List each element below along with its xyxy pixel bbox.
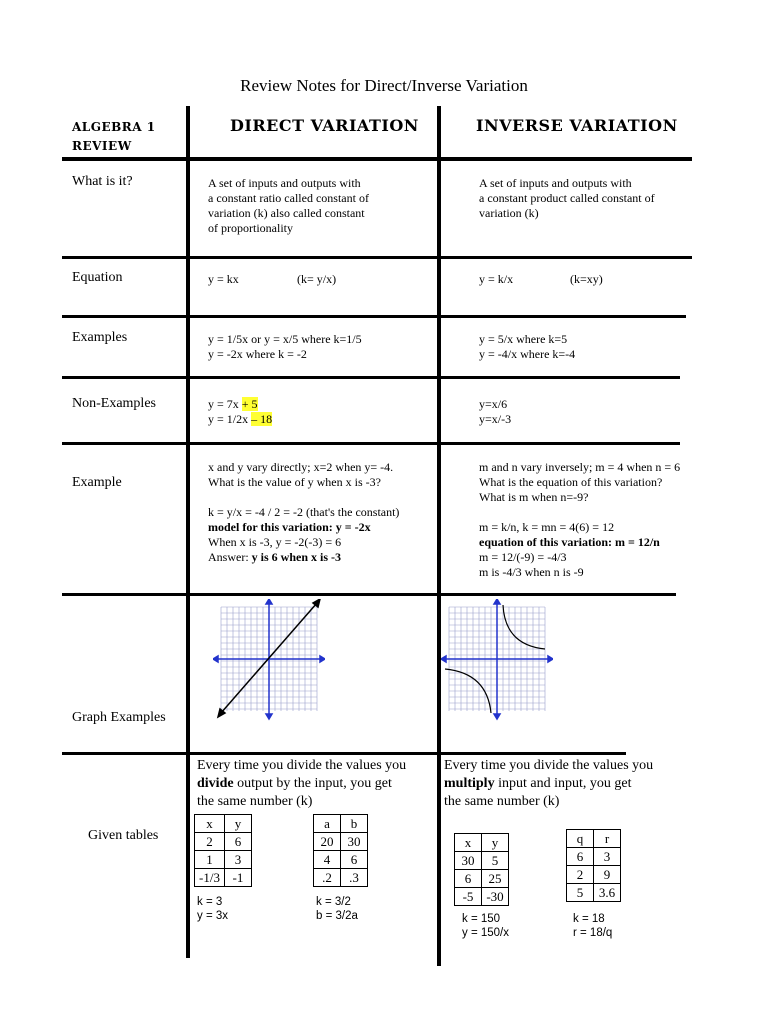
row-label-what: What is it?	[72, 174, 133, 189]
tables-direct-intro	[197, 757, 406, 811]
table-direct-xy	[194, 814, 252, 887]
nonexample-inverse-line: y=x/-3	[479, 412, 512, 426]
intro-keyword: divide	[197, 776, 234, 791]
row-divider-7	[62, 752, 626, 755]
example-direct-model: model for this variation: y = -2x	[208, 520, 371, 534]
table-direct-xy-result	[197, 895, 228, 923]
course-label-line2: REVIEW	[72, 139, 132, 153]
table-cell: 4	[314, 851, 341, 869]
table-header: y	[482, 834, 509, 852]
table-cell: -30	[482, 888, 509, 906]
answer-label: Answer:	[208, 550, 252, 564]
header-inverse-variation: INVERSE VARIATION	[476, 116, 678, 135]
table-cell: 3	[224, 851, 251, 869]
table-inverse-qr-result	[573, 912, 612, 940]
course-label	[72, 118, 156, 156]
table-cell: 1	[195, 851, 225, 869]
nonexample-text: y = 7x	[208, 397, 242, 411]
example-direct-line: What is the value of y when x is -3?	[208, 475, 381, 489]
table-direct-ab	[313, 814, 368, 887]
highlighted-term: + 5	[241, 397, 258, 411]
examples-direct-line: y = 1/5x or y = x/5 where k=1/5	[208, 332, 362, 346]
spacer	[479, 505, 680, 520]
table-header: b	[341, 815, 368, 833]
equation-direct: y = kx	[208, 272, 239, 286]
table-inverse-xy	[454, 833, 509, 906]
row-divider-2	[62, 256, 692, 259]
examples-direct-line: y = -2x where k = -2	[208, 347, 307, 361]
examples-direct	[208, 332, 362, 362]
constant-k: k = 3	[197, 896, 223, 908]
example-inverse-line: m = 12/(-9) = -4/3	[479, 550, 567, 564]
nonexample-inverse-line: y=x/6	[479, 397, 508, 411]
table-cell: 25	[482, 870, 509, 888]
table-header: x	[455, 834, 482, 852]
what-inverse-line: a constant product called constant of	[479, 191, 655, 205]
table-cell: 6	[341, 851, 368, 869]
example-inverse	[479, 460, 680, 580]
what-direct-line: of proportionality	[208, 221, 293, 235]
spacer	[208, 490, 399, 505]
course-label-line1: ALGEBRA 1	[72, 120, 156, 134]
what-direct-line: a constant ratio called constant of	[208, 191, 369, 205]
page-title: Review Notes for Direct/Inverse Variation	[240, 76, 528, 95]
examples-inverse-line: y = -4/x where k=-4	[479, 347, 576, 361]
equation-inverse: y = k/x	[479, 272, 514, 286]
example-direct-line: When x is -3, y = -2(-3) = 6	[208, 535, 342, 549]
intro-text: input and input, you get	[494, 776, 632, 791]
what-inverse-line: A set of inputs and outputs with	[479, 176, 632, 190]
table-cell: 6	[567, 848, 594, 866]
intro-line: Every time you divide the values you	[197, 758, 407, 773]
equation: b = 3/2a	[316, 910, 358, 922]
what-inverse	[479, 176, 655, 221]
row-label-equation: Equation	[72, 270, 123, 285]
row-label-tables: Given tables	[88, 828, 159, 843]
table-cell: 20	[314, 833, 341, 851]
graph-axes	[441, 599, 553, 719]
tables-inverse-intro	[444, 757, 653, 811]
table-cell: -5	[455, 888, 482, 906]
nonexample-line-1	[208, 397, 272, 412]
example-inverse-line: m = k/n, k = mn = 4(6) = 12	[479, 520, 615, 534]
example-direct-answer	[208, 550, 399, 565]
nonexample-text: y = 1/2x	[208, 412, 252, 426]
nonexample-line-2	[208, 412, 272, 427]
table-cell: 6	[224, 833, 251, 851]
table-cell: 6	[455, 870, 482, 888]
example-direct	[208, 460, 399, 565]
what-direct-line: A set of inputs and outputs with	[208, 176, 361, 190]
table-cell: -1	[224, 869, 251, 887]
intro-line	[444, 775, 653, 793]
what-direct	[208, 176, 369, 236]
example-inverse-line: m and n vary inversely; m = 4 when n = 6	[479, 460, 681, 474]
example-inverse-equation: equation of this variation: m = 12/n	[479, 535, 660, 549]
example-inverse-line: What is m when n=-9?	[479, 490, 589, 504]
example-inverse-line: What is the equation of this variation?	[479, 475, 663, 489]
examples-inverse	[479, 332, 575, 362]
constant-k: k = 150	[462, 913, 501, 925]
table-cell: 2	[195, 833, 225, 851]
example-inverse-line: m is -4/3 when n is -9	[479, 565, 584, 579]
table-cell: 30	[341, 833, 368, 851]
table-header: y	[224, 815, 251, 833]
row-divider-6	[62, 593, 676, 596]
highlighted-term: – 18	[251, 412, 273, 426]
column-divider-left	[186, 106, 190, 958]
table-header: q	[567, 830, 594, 848]
row-divider-4	[62, 376, 680, 379]
table-cell: 3	[594, 848, 621, 866]
header-direct-variation: DIRECT VARIATION	[230, 116, 419, 135]
equation: r = 18/q	[573, 927, 613, 939]
table-header: r	[594, 830, 621, 848]
constant-k: k = 18	[573, 913, 605, 925]
table-cell: 5	[567, 884, 594, 902]
examples-inverse-line: y = 5/x where k=5	[479, 332, 568, 346]
equation-inverse-k: (k=xy)	[570, 272, 603, 286]
what-inverse-line: variation (k)	[479, 206, 539, 220]
table-cell: .2	[314, 869, 341, 887]
table-header: a	[314, 815, 341, 833]
intro-line: the same number (k)	[197, 794, 313, 809]
intro-line: the same number (k)	[444, 794, 560, 809]
equation: y = 3x	[197, 910, 229, 922]
intro-keyword: multiply	[444, 776, 495, 791]
intro-text: output by the input, you get	[233, 776, 392, 791]
equation-direct-k: (k= y/x)	[297, 272, 337, 286]
table-cell: 30	[455, 852, 482, 870]
table-header: x	[195, 815, 225, 833]
row-label-examples: Examples	[72, 330, 128, 345]
table-cell: 9	[594, 866, 621, 884]
inverse-variation-graph	[441, 599, 553, 721]
equation: y = 150/x	[462, 927, 509, 939]
answer-value: y is 6 when x is -3	[251, 550, 342, 564]
table-cell: 3.6	[594, 884, 621, 902]
table-cell: -1/3	[195, 869, 225, 887]
example-direct-line: k = y/x = -4 / 2 = -2 (that's the constant)	[208, 505, 400, 519]
nonexamples-inverse	[479, 397, 511, 427]
table-inverse-qr	[566, 829, 621, 902]
row-divider-3	[62, 315, 686, 318]
what-direct-line: variation (k) also called constant	[208, 206, 365, 220]
row-label-nonexamples: Non-Examples	[72, 396, 156, 411]
intro-line: Every time you divide the values you	[444, 758, 654, 773]
table-cell: .3	[341, 869, 368, 887]
row-divider-1	[62, 157, 692, 161]
column-divider-right	[437, 106, 441, 966]
constant-k: k = 3/2	[316, 896, 351, 908]
table-direct-ab-result	[316, 895, 358, 923]
table-inverse-xy-result	[462, 912, 509, 940]
row-label-graph: Graph Examples	[72, 710, 166, 725]
table-cell: 5	[482, 852, 509, 870]
direct-variation-graph	[213, 599, 325, 721]
row-label-example: Example	[72, 475, 122, 490]
intro-line	[197, 775, 406, 793]
table-cell: 2	[567, 866, 594, 884]
nonexamples-direct	[208, 397, 272, 427]
example-direct-line: x and y vary directly; x=2 when y= -4.	[208, 460, 394, 474]
row-divider-5	[62, 442, 680, 445]
